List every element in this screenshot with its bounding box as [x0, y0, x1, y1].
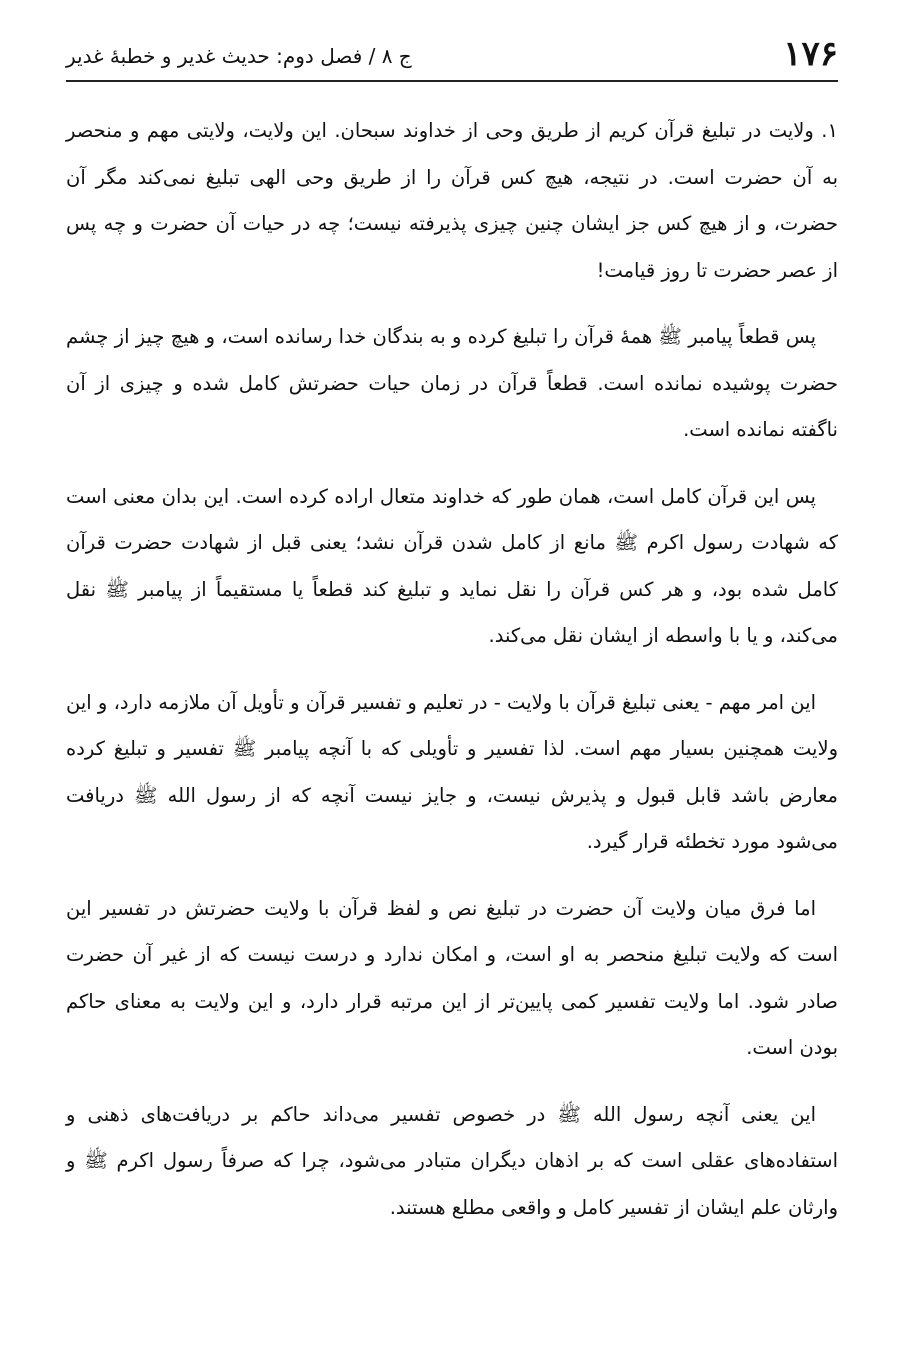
- paragraph-5: اما فرق میان ولایت آن حضرت در تبلیغ نص و لفظ قرآن با ولایت حضرتش در تفسیر این است که ولایت تبلیغ منحصر به او است، و امکان ندارد و درست نیست که از غیر آن حضرت صادر شود. اما ولایت تفسیر کمی پایین‌تر از این مرتبه قرار دارد، و این ولایت به معنای حاکم بودن است.: [66, 896, 838, 1059]
- running-head: ج ۸ / فصل دوم: حدیث غدیر و خطبهٔ غدیر: [66, 44, 412, 68]
- paragraph-6: این یعنی آنچه رسول الله ﷺ در خصوص تفسیر می‌داند حاکم بر دریافت‌های ذهنی و استفاده‌های عقلی است که بر اذهان دیگران متبادر می‌شود، چرا که صرفاً رسول اکرم ﷺ و وارثان علم ایشان از تفسیر کامل و واقعی مطلع هستند.: [66, 1102, 838, 1219]
- page-number: ۱۷۶: [783, 34, 838, 74]
- page-header: [66, 34, 838, 84]
- paragraph-4: این امر مهم - یعنی تبلیغ قرآن با ولایت - در تعلیم و تفسیر قرآن و تأویل آن ملازمه دارد، و این ولایت همچنین بسیار مهم است. لذا تفسیر و تأویلی که با آنچه پیامبر ﷺ تفسیر و تبلیغ کرده معارض باشد قابل قبول و پذیرش نیست، و جایز نیست آنچه که از رسول الله ﷺ دریافت می‌شود مورد تخطئه قرار گیرد.: [66, 690, 838, 853]
- body-text: [66, 108, 838, 1251]
- paragraph-3: پس این قرآن کامل است، همان طور که خداوند متعال اراده کرده است. این بدان معنی است که شهادت رسول اکرم ﷺ مانع از کامل شدن قرآن نشد؛ یعنی قبل از شهادت حضرت قرآن کامل شده بود، و هر کس قرآن را نقل نماید و تبلیغ کند قطعاً یا مستقیماً از پیامبر ﷺ نقل می‌کند، و یا با واسطه از ایشان نقل می‌کند.: [66, 484, 838, 647]
- header-divider: [66, 80, 838, 82]
- paragraph-1: ۱. ولایت در تبلیغ قرآن کریم از طریق وحی از خداوند سبحان. این ولایت، ولایتی مهم و منحصر به آن حضرت است. در نتیجه، هیچ کس قرآن را از طریق وحی الهی تبلیغ نمی‌کند مگر آن حضرت، و از هیچ کس جز ایشان چنین چیزی پذیرفته نیست؛ چه در حیات آن حضرت و چه پس از عصر حضرت تا روز قیامت!: [66, 119, 838, 282]
- paragraph-2: پس قطعاً پیامبر ﷺ همهٔ قرآن را تبلیغ کرده و به بندگان خدا رسانده است، و هیچ چیز از چشم حضرت پوشیده نمانده است. قطعاً قرآن در زمان حیات حضرتش کامل شده و چیزی از آن ناگفته نمانده است.: [66, 325, 838, 441]
